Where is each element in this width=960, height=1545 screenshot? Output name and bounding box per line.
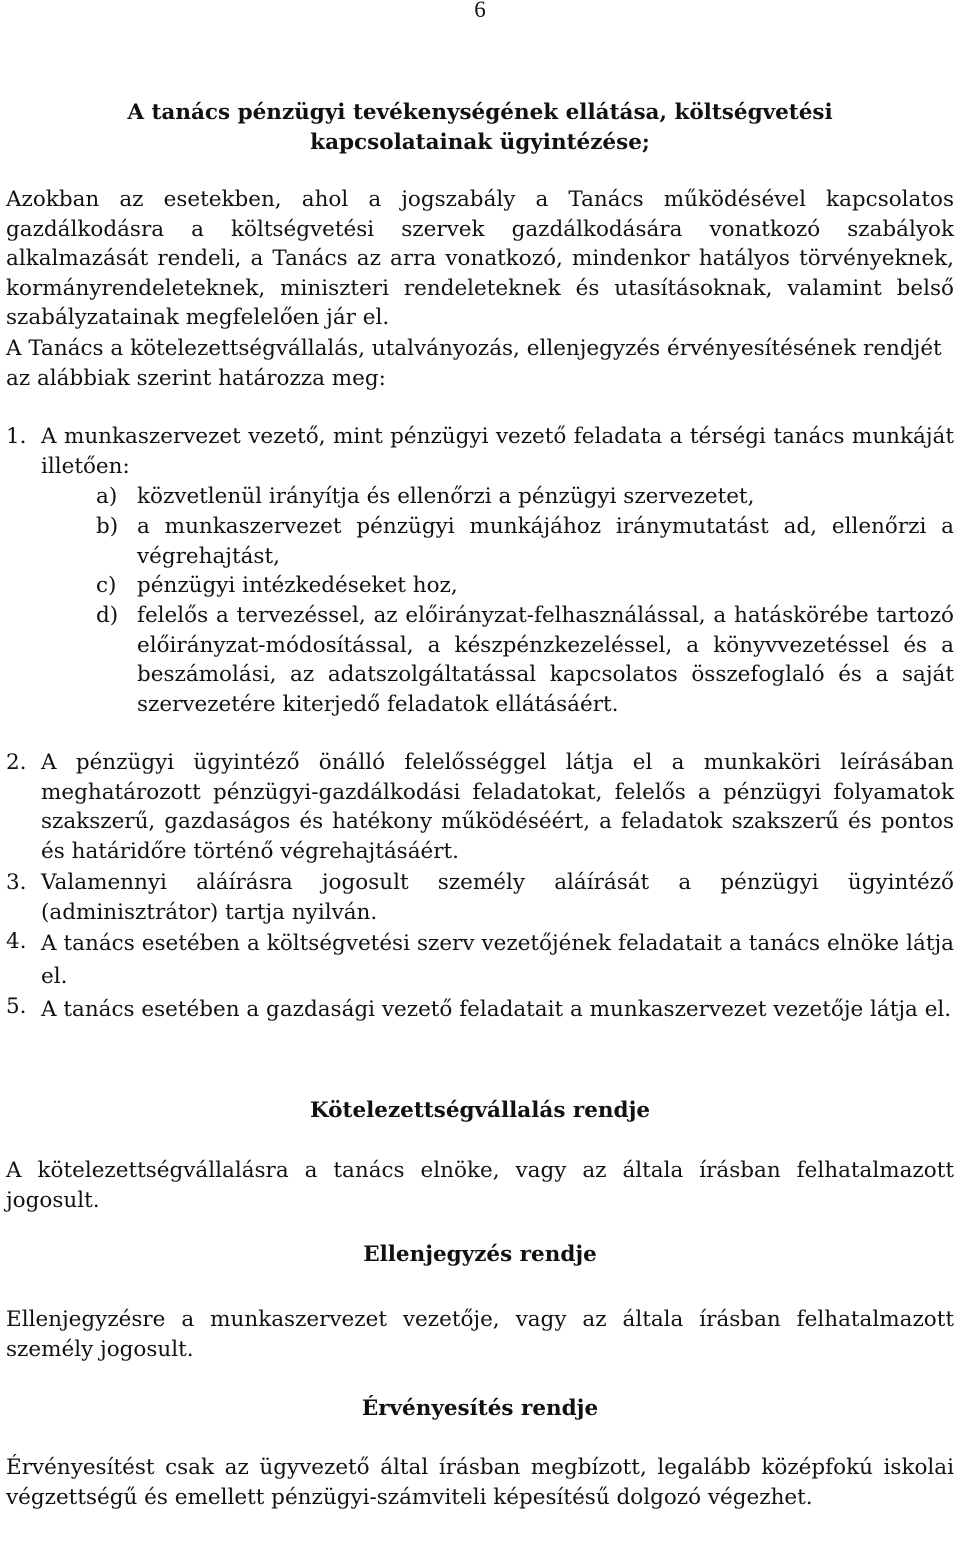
section-heading: Kötelezettségvállalás rendje [309, 1098, 651, 1123]
sublist-item-text: felelős a tervezéssel, az előirányzat-felhasználással, a hatáskörébe tartozó előirányzat-módosítással, a készpénzkezeléssel, a könyvvezetéssel és a beszámolási, az adatszolgáltatással kapcsolatos összefoglaló és a saját szervezetére kiterjedő feladatok ellátásáért. [137, 603, 954, 717]
section-paragraph: A kötelezettségvállalásra a tanács elnöke, vagy az általa írásban felhatalmazott jogosult. [6, 1158, 954, 1213]
title-line-1: A tanács pénzügyi tevékenységének ellátása, költségvetési [127, 100, 833, 125]
sublist-item-text: pénzügyi intézkedéseket hoz, [137, 573, 458, 598]
list-item-text: A pénzügyi ügyintéző önálló felelősséggel látja el a munkaköri leírásában meghatározott pénzügyi-gazdálkodási feladatokat, felelős a pénzügyi folyamatok szakszerű, gazdaságos és hatékony működéséért, a feladatok szakszerű és pontos és határidőre történő végrehajtásáért. [41, 750, 954, 864]
list-item-text: A munkaszervezet vezető, mint pénzügyi vezető feladata a térségi tanács munkáját illetően: [41, 424, 954, 479]
section-heading: Érvényesítés rendje [361, 1396, 599, 1421]
intro-paragraph-2: A Tanács a kötelezettségvállalás, utalványozás, ellenjegyzés érvényesítésének rendjét az alábbiak szerint határozza meg: [6, 336, 942, 391]
sublist-item-label: d) [96, 603, 119, 628]
page-number: 6 [474, 0, 486, 22]
sublist-item-label: c) [96, 573, 117, 598]
section-paragraph: Érvényesítést csak az ügyvezető által írásban megbízott, legalább középfokú iskolai végzettségű és emellett pénzügyi-számviteli képesítésű dolgozó végezhet. [6, 1455, 954, 1510]
section-paragraph: Ellenjegyzésre a munkaszervezet vezetője, vagy az általa írásban felhatalmazott személy jogosult. [6, 1307, 954, 1362]
list-item-text: A tanács esetében a gazdasági vezető feladatait a munkaszervezet vezetője látja el. [41, 997, 952, 1022]
section-heading: Ellenjegyzés rendje [363, 1242, 597, 1267]
sublist-item-label: a) [96, 484, 118, 509]
list-item-number: 2. [6, 750, 27, 775]
list-item-number: 1. [6, 424, 27, 449]
list-item-number: 3. [6, 870, 27, 895]
list-item-text: A tanács esetében a költségvetési szerv vezetőjének feladatait a tanács elnöke látja el. [41, 931, 954, 989]
list-item-text: Valamennyi aláírásra jogosult személy aláírását a pénzügyi ügyintéző (adminisztrátor) tartja nyilván. [41, 870, 954, 925]
sublist-item-text: a munkaszervezet pénzügyi munkájához iránymutatást ad, ellenőrzi a végrehajtást, [137, 514, 954, 569]
title-line-2: kapcsolatainak ügyintézése; [310, 130, 650, 155]
list-item-number: 5. [6, 994, 27, 1019]
sublist-item-label: b) [96, 514, 119, 539]
list-item-number: 4. [6, 929, 27, 954]
sublist-item-text: közvetlenül irányítja és ellenőrzi a pénzügyi szervezetet, [137, 484, 755, 509]
intro-paragraph: Azokban az esetekben, ahol a jogszabály a Tanács működésével kapcsolatos gazdálkodásra a költségvetési szervek gazdálkodására vonatkozó szabályok alkalmazását rendeli, a Tanács az arra vonatkozó, mindenkor hatályos törvényeknek, kormányrendeleteknek, miniszteri rendeleteknek és utasításoknak, valamint belső szabályzatainak megfelelően jár el. [6, 187, 954, 330]
